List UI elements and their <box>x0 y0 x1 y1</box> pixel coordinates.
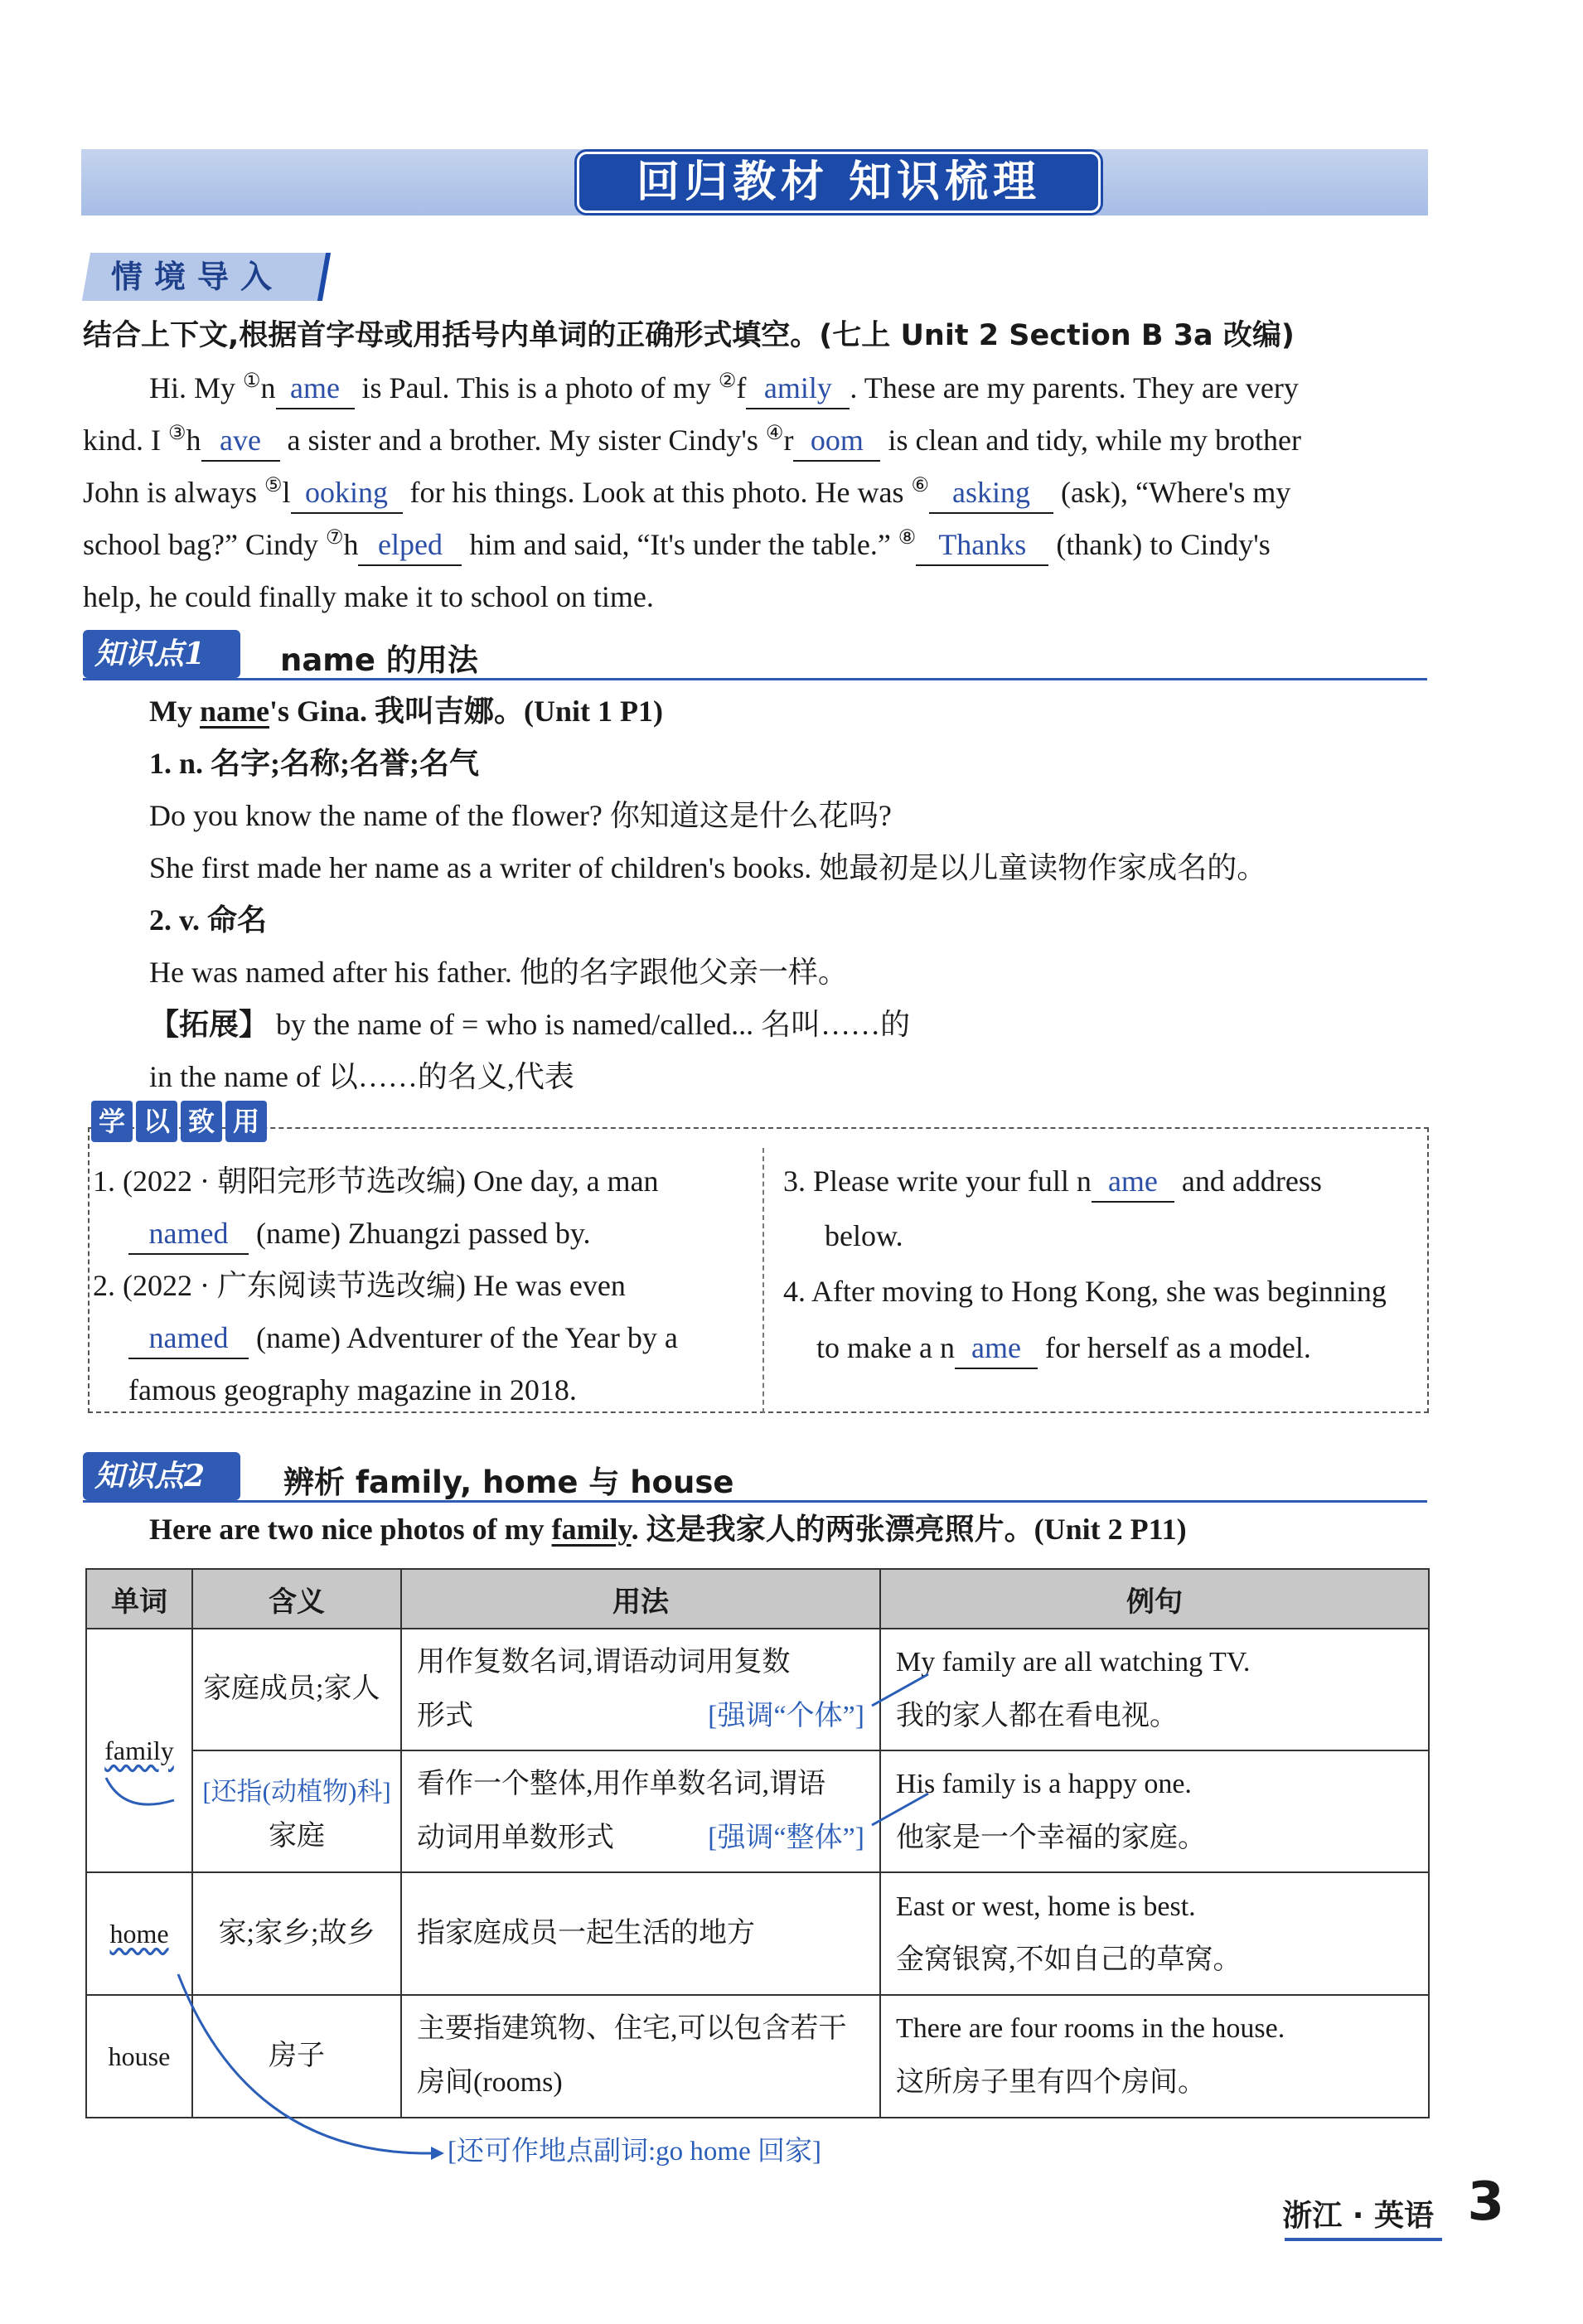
passage-line-3: John is always ⑤l ooking for his things. Look at this photo. He was ⑥ asking (ask), “Where's my <box>83 473 1290 514</box>
practice-q4-line2: to make a n ame for herself as a model. <box>816 1329 1311 1369</box>
practice-q3: 3. Please write your full n ame and address <box>783 1162 1322 1203</box>
passage-line-1: Hi. My ①n ame is Paul. This is a photo of my ②f amily . These are my parents. They are very <box>149 369 1299 409</box>
passage-line-2: kind. I ③h ave a sister and a brother. My sister Cindy's ④r oom is clean and tidy, while my brother <box>83 421 1301 462</box>
kp1-title: name 的用法 <box>280 642 478 678</box>
blank-2[interactable]: amily <box>746 369 850 409</box>
q1-answer[interactable]: named <box>128 1214 249 1255</box>
kp2-title: 辨析 family, home 与 house <box>283 1465 734 1500</box>
practice-q4: 4. After moving to Hong Kong, she was beginning <box>783 1275 1387 1308</box>
practice-q3-line2: below. <box>825 1219 903 1252</box>
blank-7[interactable]: elped <box>358 525 462 566</box>
cell-example-house: There are four rooms in the house. 这所房子里有四个房间。 <box>880 1995 1429 2117</box>
cell-usage-family-2: 看作一个整体,用作单数名词,谓语 动词用单数形式 [强调“整体”] <box>401 1750 880 1872</box>
arrow-note-individual <box>872 1674 928 1706</box>
blank-6[interactable]: asking <box>929 473 1053 514</box>
footer-label: 浙江 · 英语 <box>1282 2199 1434 2233</box>
kp1-sentence-1: Do you know the name of the flower? 你知道这是什么花吗? <box>149 799 892 832</box>
kp1-extension: 【拓展】 by the name of = who is named/called... 名叫……的 <box>149 1008 911 1042</box>
kp1-def-1: 1. n. 名字;名称;名誉;名气 <box>149 747 479 780</box>
cell-example-home: East or west, home is best. 金窝银窝,不如自己的草窝。 <box>880 1872 1429 1995</box>
cell-meaning-home: 家;家乡;故乡 <box>192 1872 401 1995</box>
arrow-note-whole <box>872 1794 928 1825</box>
q4-answer[interactable]: ame <box>955 1329 1038 1369</box>
q3-answer[interactable]: ame <box>1092 1162 1174 1203</box>
cell-meaning-family-2: [还指(动植物)科] 家庭 <box>192 1750 401 1872</box>
header-word: 单词 <box>86 1569 192 1629</box>
kp1-def-2: 2. v. 命名 <box>149 903 268 937</box>
home-adverb-note: [还可作地点副词:go home 回家] <box>448 2137 821 2167</box>
kp1-example: My name's Gina. 我叫吉娜。(Unit 1 P1) <box>149 695 663 728</box>
practice-q1: 1. (2022 · 朝阳完形节选改编) One day, a man <box>93 1164 659 1198</box>
scene-tag-label: 情境导入 <box>111 259 284 295</box>
header-meaning: 含义 <box>192 1569 401 1629</box>
scene-instruction: 结合上下文,根据首字母或用括号内单词的正确形式填空。(七上 Unit 2 Section B 3a 改编) <box>83 319 1295 352</box>
practice-tag: 学 以 致 用 <box>91 1101 267 1142</box>
arrow-family-ext <box>106 1778 174 1804</box>
header-usage: 用法 <box>401 1569 880 1629</box>
passage-line-5: help, he could finally make it to school on time. <box>83 580 654 613</box>
kp1-sentence-3: He was named after his father. 他的名字跟他父亲一样。 <box>149 956 848 989</box>
page-number: 3 <box>1467 2171 1504 2233</box>
blank-1[interactable]: ame <box>276 369 355 409</box>
cell-meaning-family-1: 家庭成员;家人 <box>192 1629 401 1750</box>
cell-usage-house: 主要指建筑物、住宅,可以包含若干 房间(rooms) <box>401 1995 880 2117</box>
cell-usage-family-1: 用作复数名词,谓语动词用复数 形式 [强调“个体”] <box>401 1629 880 1750</box>
practice-q2-line3: famous geography magazine in 2018. <box>128 1373 577 1407</box>
kp2-example: Here are two nice photos of my family. 这是我家人的两张漂亮照片。(Unit 2 P11) <box>149 1513 1187 1546</box>
blank-8[interactable]: Thanks <box>916 525 1048 566</box>
cell-usage-home: 指家庭成员一起生活的地方 <box>401 1872 880 1995</box>
cell-word-home: home <box>86 1872 192 1995</box>
cell-meaning-house: 房子 <box>192 1995 401 2117</box>
cell-example-family-1: My family are all watching TV. 我的家人都在看电视。 <box>880 1629 1429 1750</box>
blank-3[interactable]: ave <box>201 421 280 462</box>
practice-q1-line2: named (name) Zhuangzi passed by. <box>128 1214 591 1255</box>
footer-line <box>1285 2238 1442 2241</box>
passage-line-4: school bag?” Cindy ⑦h elped him and said, “It's under the table.” ⑧ Thanks (thank) to Cindy's <box>83 525 1271 566</box>
banner-title: 回归教材 知识梳理 <box>577 152 1101 213</box>
cell-word-family: family <box>86 1629 192 1872</box>
arrow-home-note <box>178 1974 431 2153</box>
kp2-tag: 知识点2 <box>83 1452 240 1500</box>
cell-example-family-2: His family is a happy one. 他家是一个幸福的家庭。 <box>880 1750 1429 1872</box>
blank-5[interactable]: ooking <box>291 473 403 514</box>
header-example: 例句 <box>880 1569 1429 1629</box>
kp1-tag: 知识点1 <box>83 630 240 678</box>
q2-answer[interactable]: named <box>128 1319 249 1359</box>
practice-q2-line2: named (name) Adventurer of the Year by a <box>128 1319 678 1359</box>
cell-word-house: house <box>86 1995 192 2117</box>
kp1-extension-2: in the name of 以……的名义,代表 <box>149 1060 574 1093</box>
blank-4[interactable]: oom <box>793 421 880 462</box>
practice-q2: 2. (2022 · 广东阅读节选改编) He was even <box>93 1269 626 1302</box>
kp1-sentence-2: She first made her name as a writer of children's books. 她最初是以儿童读物作家成名的。 <box>149 851 1267 884</box>
